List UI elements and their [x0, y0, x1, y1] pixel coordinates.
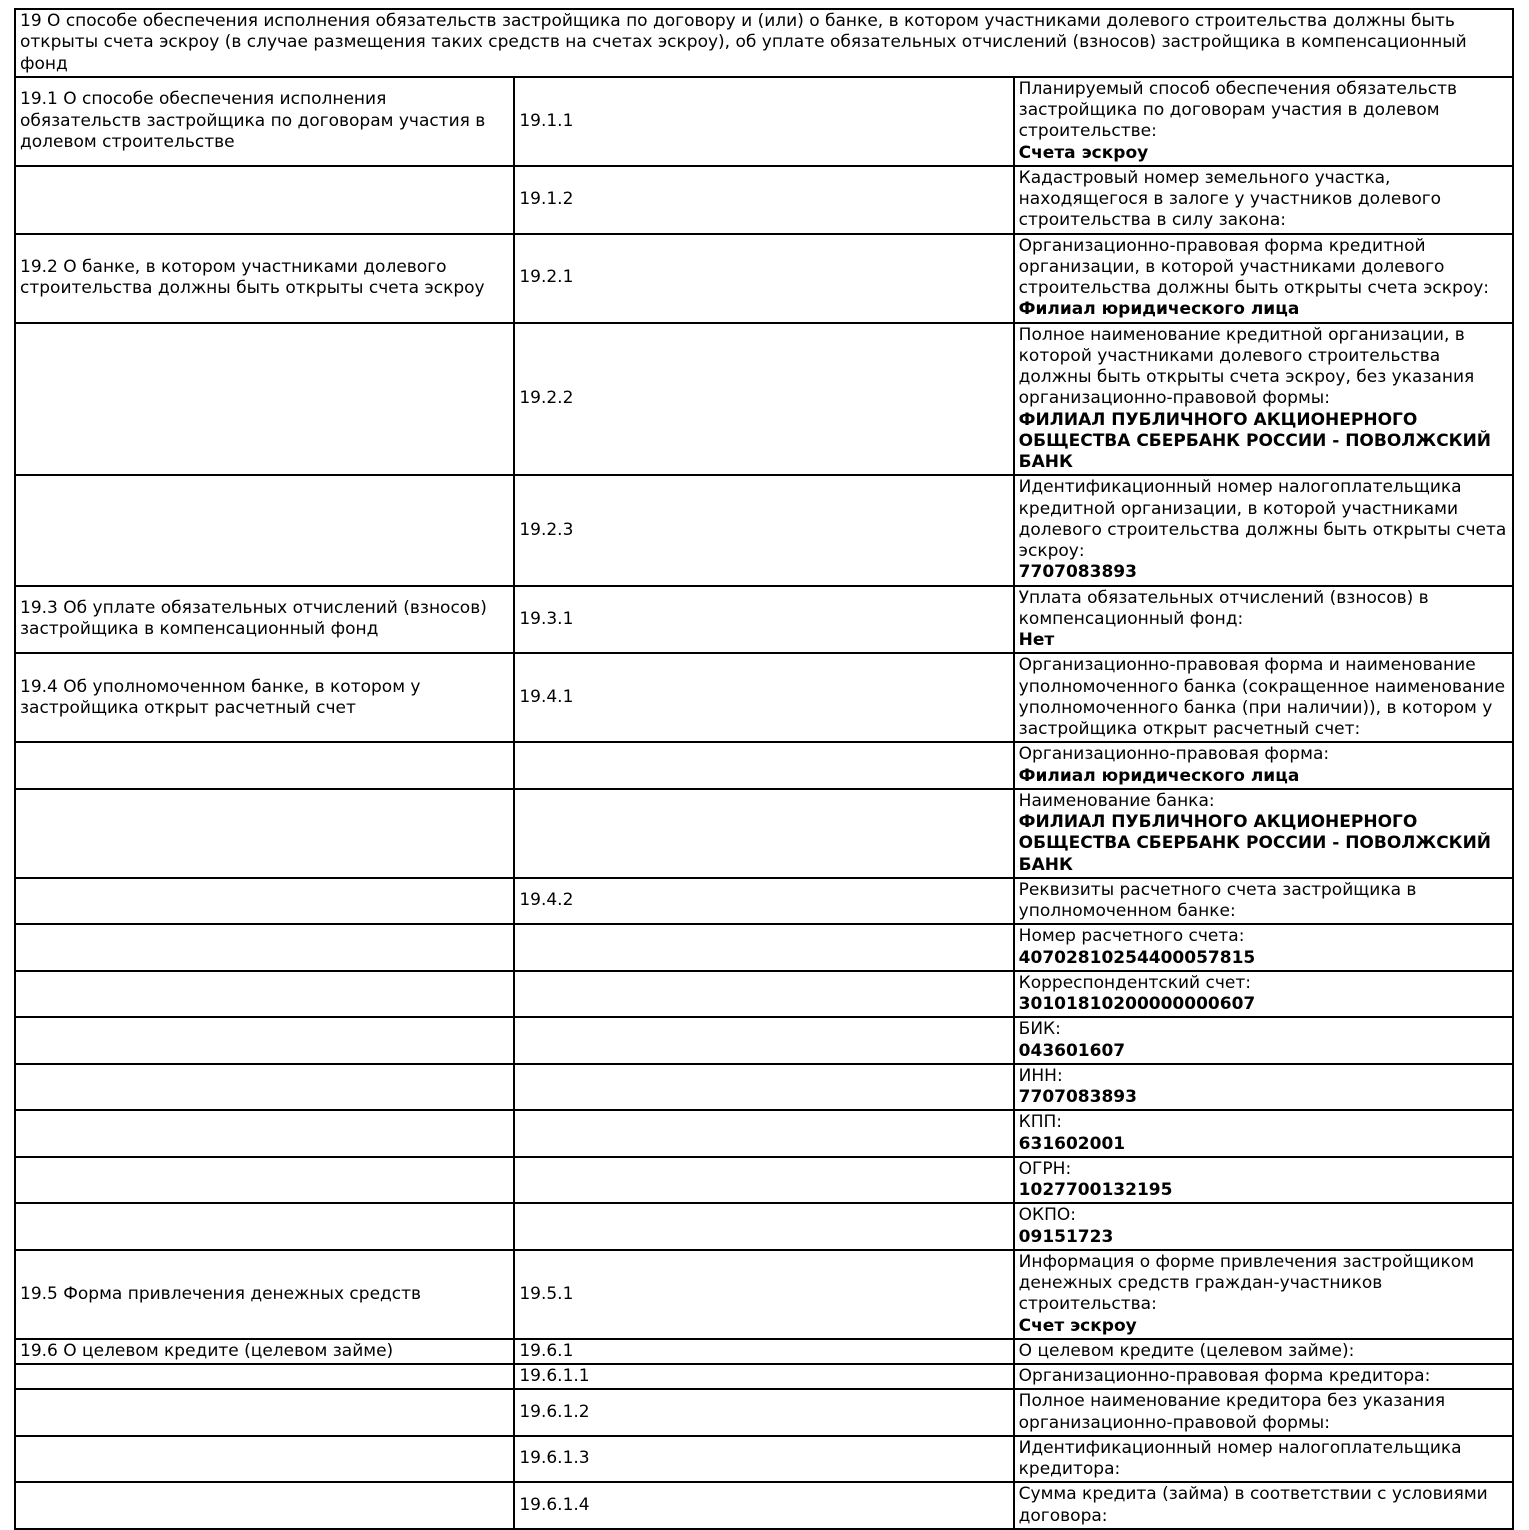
content-cell	[1014, 586, 1513, 654]
field-label: Полное наименование кредитора без указания организационно-правовой формы:	[1018, 1391, 1446, 1433]
table-row	[15, 1157, 1513, 1204]
field-label: Уплата обязательных отчислений (взносов) в компенсационный фонд:	[1018, 587, 1429, 629]
item-number-cell	[514, 789, 1013, 878]
field-value: 40702810254400057815	[1018, 947, 1256, 968]
field-value: 30101810200000000607	[1018, 994, 1256, 1014]
table-row	[15, 77, 1513, 166]
table-row	[15, 1389, 1513, 1436]
item-number-cell: 19.5.1	[514, 1250, 1013, 1339]
item-number-cell	[514, 1064, 1013, 1111]
content-cell	[1014, 924, 1513, 971]
item-number-cell	[514, 924, 1013, 971]
content-cell	[1014, 234, 1513, 323]
field-label: Номер расчетного счета:	[1018, 926, 1245, 947]
field-label: Организационно-правовая форма:	[1018, 744, 1330, 765]
content-cell	[1014, 653, 1513, 742]
field-value: Филиал юридического лица	[1018, 299, 1300, 320]
field-value: ФИЛИАЛ ПУБЛИЧНОГО АКЦИОНЕРНОГО ОБЩЕСТВА СБЕРБАНК РОССИИ - ПОВОЛЖСКИЙ БАНК	[1018, 812, 1492, 875]
section-cell	[15, 789, 514, 878]
field-label: Корреспондентский счет:	[1018, 972, 1251, 993]
item-number-cell	[514, 742, 1013, 789]
table-row	[15, 1364, 1513, 1389]
table-row	[15, 1017, 1513, 1064]
item-number-cell: 19.6.1.3	[514, 1436, 1013, 1483]
field-label: КПП:	[1018, 1112, 1063, 1133]
section-cell	[15, 878, 514, 925]
field-value: Счета эскроу	[1018, 142, 1149, 163]
section-cell	[15, 1064, 514, 1111]
field-value: 7707083893	[1018, 562, 1137, 583]
section-cell: 19.4 Об уполномоченном банке, в котором у застройщика открыт расчетный счет	[15, 653, 514, 742]
content-cell	[1014, 1364, 1513, 1389]
field-label: Сумма кредита (займа) в соответствии с условиями договора:	[1018, 1484, 1488, 1526]
table-row	[15, 166, 1513, 234]
field-value: Нет	[1018, 630, 1055, 650]
content-cell	[1014, 1482, 1513, 1529]
section-cell	[15, 1157, 514, 1204]
item-number-cell	[514, 1017, 1013, 1064]
table-row	[15, 878, 1513, 925]
item-number-cell	[514, 1203, 1013, 1250]
content-cell	[1014, 77, 1513, 166]
content-cell	[1014, 166, 1513, 234]
item-number-cell: 19.3.1	[514, 586, 1013, 654]
section-cell: 19.2 О банке, в котором участниками долевого строительства должны быть открыты счета эскроу	[15, 234, 514, 323]
section-cell	[15, 1364, 514, 1389]
item-number-cell	[514, 1157, 1013, 1204]
table-row	[15, 653, 1513, 742]
table-row	[15, 1110, 1513, 1157]
disclosure-table	[14, 8, 1514, 1530]
item-number-cell	[514, 971, 1013, 1018]
item-number-cell: 19.2.2	[514, 323, 1013, 476]
item-number-cell: 19.6.1.4	[514, 1482, 1013, 1529]
content-cell	[1014, 1250, 1513, 1339]
field-value: 7707083893	[1018, 1087, 1137, 1107]
field-value: 09151723	[1018, 1226, 1114, 1247]
field-label: Идентификационный номер налогоплательщика кредитора:	[1018, 1437, 1462, 1479]
content-cell	[1014, 971, 1513, 1018]
field-value: 631602001	[1018, 1133, 1126, 1154]
table-row	[15, 789, 1513, 878]
item-number-cell: 19.1.1	[514, 77, 1013, 166]
table-row	[15, 924, 1513, 971]
content-cell	[1014, 1339, 1513, 1364]
table-row	[15, 742, 1513, 789]
content-cell	[1014, 789, 1513, 878]
section-cell	[15, 1110, 514, 1157]
field-label: Организационно-правовая форма кредитной организации, в которой участниками долевого строительства должны быть открыты счета эскроу:	[1018, 235, 1490, 298]
item-number-cell	[514, 1110, 1013, 1157]
content-cell	[1014, 1389, 1513, 1436]
field-value: Счет эскроу	[1018, 1315, 1137, 1336]
section-cell	[15, 924, 514, 971]
table-row	[15, 234, 1513, 323]
table-row	[15, 586, 1513, 654]
item-number-cell: 19.2.1	[514, 234, 1013, 323]
field-label: ОКПО:	[1018, 1205, 1076, 1226]
item-number-cell: 19.4.1	[514, 653, 1013, 742]
field-label: Планируемый способ обеспечения обязательств застройщика по договорам участия в долевом строительстве:	[1018, 78, 1458, 142]
table-row	[15, 1482, 1513, 1529]
section-cell	[15, 475, 514, 585]
field-label: ИНН:	[1018, 1065, 1063, 1086]
section-cell: 19.3 Об уплате обязательных отчислений (взносов) застройщика в компенсационный фонд	[15, 586, 514, 654]
section-cell	[15, 742, 514, 789]
field-label: Кадастровый номер земельного участка, находящегося в залоге у участников долевого строительства в силу закона:	[1018, 167, 1442, 231]
section-cell	[15, 323, 514, 476]
content-cell	[1014, 323, 1513, 476]
content-cell	[1014, 1203, 1513, 1250]
section-cell	[15, 1389, 514, 1436]
item-number-cell: 19.1.2	[514, 166, 1013, 234]
content-cell	[1014, 1436, 1513, 1483]
content-cell	[1014, 878, 1513, 925]
table-row	[15, 323, 1513, 476]
section-cell	[15, 1482, 514, 1529]
item-number-cell: 19.6.1	[514, 1339, 1013, 1364]
content-cell	[1014, 475, 1513, 585]
table-row	[15, 475, 1513, 585]
field-label: Идентификационный номер налогоплательщика кредитной организации, в которой участниками долевого строительства должны быть открыты счета эскроу:	[1018, 477, 1507, 561]
content-cell	[1014, 1064, 1513, 1111]
table-row	[15, 1203, 1513, 1250]
item-number-cell: 19.2.3	[514, 475, 1013, 585]
section-cell: 19.6 О целевом кредите (целевом займе)	[15, 1339, 514, 1364]
field-label: Полное наименование кредитной организации, в которой участниками долевого строительства должны быть открыты счета эскроу, без указания организационно-правовой формы:	[1018, 324, 1475, 409]
table-row	[15, 1064, 1513, 1111]
table-row	[15, 1250, 1513, 1339]
content-cell	[1014, 1157, 1513, 1204]
item-number-cell: 19.6.1.1	[514, 1364, 1013, 1389]
section-cell	[15, 971, 514, 1018]
field-label: О целевом кредите (целевом займе):	[1018, 1340, 1355, 1361]
item-number-cell: 19.4.2	[514, 878, 1013, 925]
field-value: ФИЛИАЛ ПУБЛИЧНОГО АКЦИОНЕРНОГО ОБЩЕСТВА СБЕРБАНК РОССИИ - ПОВОЛЖСКИЙ БАНК	[1018, 409, 1492, 472]
field-label: Организационно-правовая форма кредитора:	[1018, 1366, 1431, 1386]
table-row	[15, 1436, 1513, 1483]
section-cell	[15, 1203, 514, 1250]
content-cell	[1014, 1017, 1513, 1064]
field-value: 1027700132195	[1018, 1180, 1173, 1200]
field-label: Организационно-правовая форма и наименование уполномоченного банка (сокращенное наименование уполномоченного банка (при наличии)), в котором у застройщика открыт расчетный счет:	[1018, 655, 1506, 739]
field-label: БИК:	[1018, 1019, 1061, 1040]
section-cell	[15, 1436, 514, 1483]
table-row	[15, 1339, 1513, 1364]
item-number-cell: 19.6.1.2	[514, 1389, 1013, 1436]
content-cell	[1014, 742, 1513, 789]
table-row	[15, 971, 1513, 1018]
section-cell	[15, 166, 514, 234]
field-label: Реквизиты расчетного счета застройщика в уполномоченном банке:	[1018, 879, 1417, 921]
field-label: Наименование банка:	[1018, 790, 1215, 811]
section-header-row	[15, 9, 1513, 77]
section-cell: 19.5 Форма привлечения денежных средств	[15, 1250, 514, 1339]
field-label: Информация о форме привлечения застройщиком денежных средств граждан-участников строительства:	[1018, 1251, 1475, 1315]
section-header: 19 О способе обеспечения исполнения обязательств застройщика по договору и (или) о банке, в котором участниками долевого строительства должны быть открыты счета эскроу (в случае размещения таких средств на счетах эскроу), об уплате обязательных отчислений (взносов) застройщика в компенсационный фонд	[15, 9, 1513, 77]
content-cell	[1014, 1110, 1513, 1157]
section-cell	[15, 1017, 514, 1064]
field-value: Филиал юридического лица	[1018, 765, 1300, 786]
section-cell: 19.1 О способе обеспечения исполнения обязательств застройщика по договорам участия в долевом строительстве	[15, 77, 514, 166]
field-value: 043601607	[1018, 1040, 1126, 1061]
field-label: ОГРН:	[1018, 1158, 1072, 1179]
